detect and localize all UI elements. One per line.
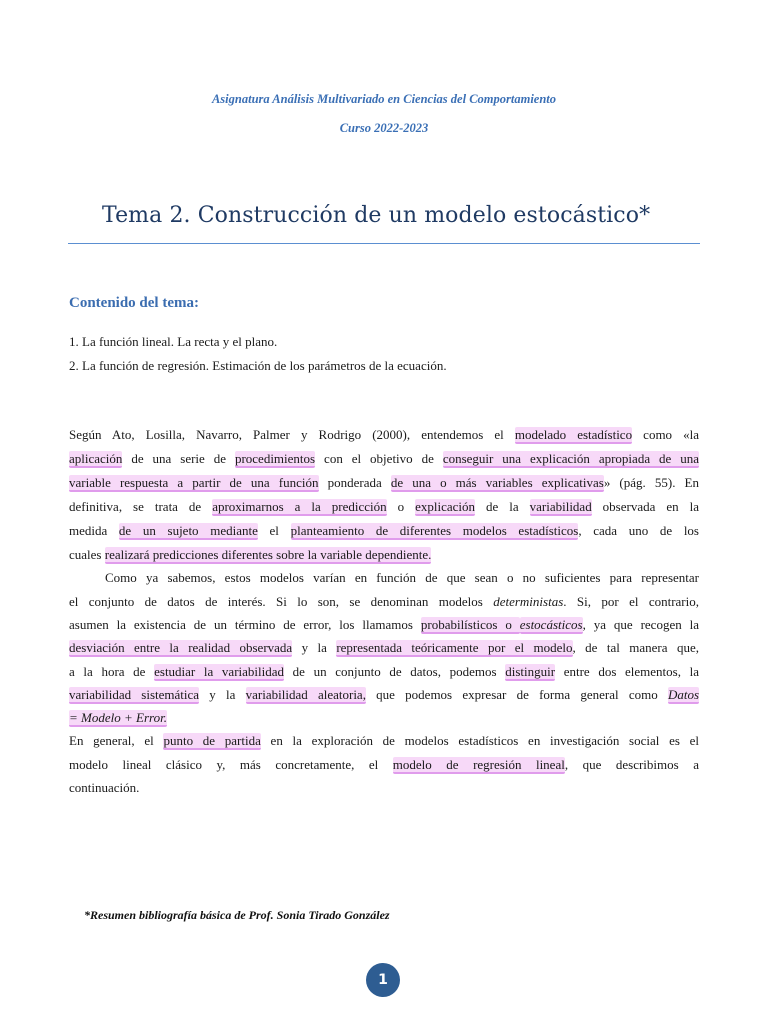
body-line — [69, 616, 699, 633]
body-text-segment: » (pág. 55). En — [603, 475, 699, 490]
body-text-segment: observada en la — [591, 499, 699, 514]
body-text-segment: En general, el — [69, 733, 164, 748]
body-text-segment: y la — [199, 687, 246, 702]
body-text-segment: definitiva, se trata de — [69, 499, 213, 514]
body-text-segment: o — [386, 499, 416, 514]
body-line — [69, 639, 699, 656]
body-line — [69, 474, 699, 491]
page-number-badge: 1 — [366, 963, 400, 997]
body-text-segment: Según Ato, Losilla, Navarro, Palmer y Rodrigo (2000), entendemos el — [69, 427, 515, 442]
course-name-header: Asignatura Análisis Multivariado en Ciencias del Comportamiento — [211, 92, 557, 106]
highlighted-text: estocásticos — [519, 617, 583, 632]
body-text-segment: entre dos elementos, la — [555, 664, 699, 679]
body-text-segment: asumen la existencia de un término de error, los llamamos — [69, 617, 421, 632]
body-text-segment: continuación. — [69, 780, 140, 795]
body-text-segment: , que describimos a — [564, 757, 699, 772]
highlighted-text: distinguir — [505, 664, 556, 679]
body-text-segment: , de tal manera que, — [572, 640, 699, 655]
body-text-segment: a la hora de — [69, 664, 155, 679]
body-line — [69, 686, 699, 703]
highlighted-text: explicación — [415, 499, 476, 514]
contents-list-item: 1. La función lineal. La recta y el plano. — [69, 334, 278, 349]
body-text-segment: . Si, por el contrario, — [563, 594, 699, 609]
body-text-segment: y la — [292, 640, 337, 655]
highlighted-text: punto de partida — [163, 733, 261, 748]
body-line — [69, 498, 699, 515]
body-line — [69, 450, 699, 467]
highlighted-text: modelo de regresión lineal — [392, 757, 565, 772]
highlighted-text: procedimientos — [234, 451, 316, 466]
highlighted-text: planteamiento de diferentes modelos estadísticos — [290, 523, 579, 538]
highlighted-text: desviación entre la realidad observada — [69, 640, 293, 655]
body-text-segment: de la — [475, 499, 530, 514]
highlighted-text: aproximarnos a la predicción — [212, 499, 387, 514]
highlighted-text: Datos — [667, 687, 699, 702]
body-text-segment: de un conjunto de datos, podemos — [284, 664, 506, 679]
body-text-segment: Como ya sabemos, estos modelos varían en función de que sean o no suficientes para representar — [105, 570, 699, 585]
highlighted-text: conseguir una explicación apropiada de una — [442, 451, 699, 466]
document-title: Tema 2. Construcción de un modelo estocástico* — [102, 203, 651, 228]
body-text-segment: el — [257, 523, 291, 538]
body-text-segment: como «la — [632, 427, 700, 442]
title-underline-divider — [68, 243, 700, 244]
body-line — [69, 709, 699, 726]
body-line — [69, 732, 699, 749]
body-text-segment: medida — [69, 523, 119, 538]
body-text-segment: que podemos expresar de forma general como — [365, 687, 668, 702]
highlighted-text: representada teóricamente por el modelo — [336, 640, 573, 655]
highlighted-text: variabilidad sistemática — [69, 687, 200, 702]
section-heading: Contenido del tema: — [69, 295, 199, 311]
course-year-header: Curso 2022-2023 — [339, 121, 429, 135]
highlighted-text: realizará predicciones diferentes sobre la variable dependiente. — [104, 547, 432, 562]
body-line — [69, 522, 699, 539]
body-line — [69, 756, 699, 773]
body-text-segment: cuales — [69, 547, 105, 562]
highlighted-text: = Modelo + Error. — [69, 710, 167, 725]
body-line — [69, 663, 699, 680]
body-text-segment: deterministas — [493, 594, 564, 609]
body-text-segment: en la exploración de modelos estadísticos en investigación social es el — [260, 733, 699, 748]
body-text-segment: con el objetivo de — [315, 451, 443, 466]
body-line — [69, 426, 699, 443]
highlighted-text: modelado estadístico — [514, 427, 633, 442]
highlighted-text: variable respuesta a partir de una función — [69, 475, 319, 490]
highlighted-text: variabilidad — [529, 499, 592, 514]
footnote: *Resumen bibliografía básica de Prof. Sonia Tirado González — [84, 908, 390, 922]
body-text-segment: , ya que recogen la — [582, 617, 700, 632]
body-line — [69, 779, 699, 796]
body-text-segment: ponderada — [318, 475, 391, 490]
highlighted-text: aplicación — [69, 451, 123, 466]
body-text-segment: el conjunto de datos de interés. Si lo son, se denominan modelos — [69, 594, 494, 609]
body-line — [69, 569, 699, 586]
highlighted-text: de un sujeto mediante — [118, 523, 258, 538]
body-text-segment: modelo lineal clásico y, más concretamente, el — [69, 757, 393, 772]
highlighted-text: probabilísticos o — [420, 617, 520, 632]
body-line — [69, 546, 699, 563]
body-line — [69, 593, 699, 610]
body-text-segment: , cada uno de los — [578, 523, 699, 538]
highlighted-text: estudiar la variabilidad — [154, 664, 285, 679]
body-text-segment: de una serie de — [122, 451, 235, 466]
highlighted-text: variabilidad aleatoria, — [245, 687, 366, 702]
contents-list-item: 2. La función de regresión. Estimación de los parámetros de la ecuación. — [69, 358, 447, 373]
highlighted-text: de una o más variables explicativas — [390, 475, 604, 490]
